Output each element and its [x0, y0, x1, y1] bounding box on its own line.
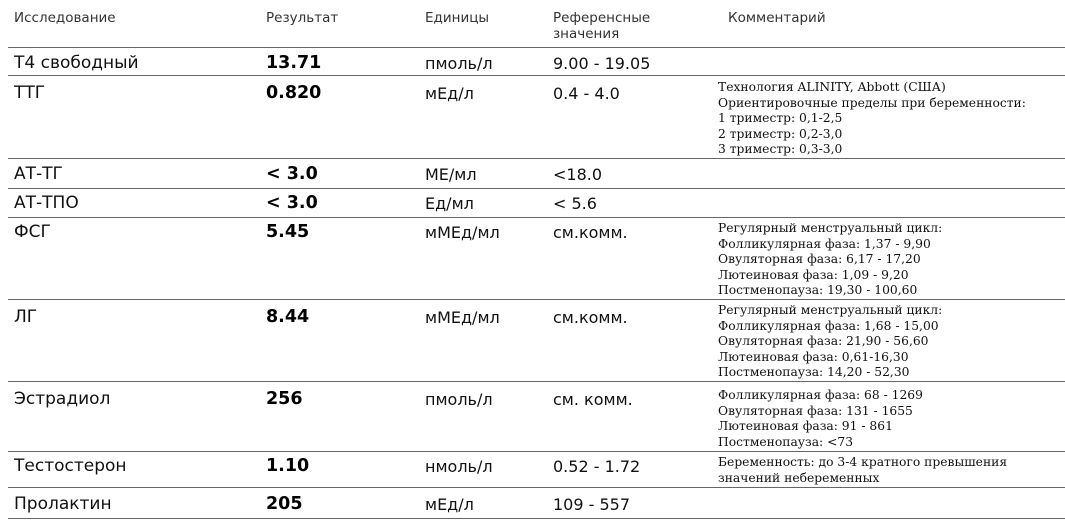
comment-line: Овуляторная фаза: 6,17 - 17,20 [718, 252, 921, 266]
test-unit: мЕд/л [425, 84, 474, 103]
test-result: 8.44 [266, 307, 310, 327]
test-unit: мМЕд/мл [425, 223, 500, 242]
row-divider [8, 299, 1065, 300]
comment-line: значений небеременных [718, 470, 880, 485]
test-unit: пмоль/л [425, 390, 493, 409]
test-reference: 0.52 - 1.72 [553, 457, 641, 476]
comment-line: Регулярный менструальный цикл: [718, 221, 943, 235]
test-comment [718, 455, 1058, 486]
test-result: 256 [266, 389, 303, 409]
header-result: Результат [266, 10, 339, 26]
comment-line: Лютеиновая фаза: 91 - 861 [718, 419, 893, 433]
row-divider [8, 451, 1065, 452]
test-reference: 109 - 557 [553, 495, 631, 514]
test-reference: 9.00 - 19.05 [553, 54, 651, 73]
test-reference: см.комм. [553, 223, 628, 242]
test-result: 5.45 [266, 222, 310, 242]
comment-line: Постменопауза: 19,30 - 100,60 [718, 283, 918, 297]
test-comment [718, 303, 1058, 381]
comment-line: 2 триместр: 0,2-3,0 [718, 126, 843, 141]
test-name: ФСГ [14, 222, 51, 242]
test-comment [718, 221, 1058, 299]
test-unit: нмоль/л [425, 457, 493, 476]
test-result: 13.71 [266, 53, 322, 73]
test-result: < 3.0 [266, 193, 318, 213]
test-name: ТТГ [14, 83, 46, 103]
comment-line: Овуляторная фаза: 21,90 - 56,60 [718, 334, 929, 348]
comment-line: Фолликулярная фаза: 1,68 - 15,00 [718, 318, 939, 333]
row-divider [8, 518, 1065, 519]
row-divider [8, 188, 1065, 189]
test-unit: Ед/мл [425, 194, 474, 213]
row-divider [8, 75, 1065, 76]
test-name: Тестостерон [14, 456, 127, 476]
test-name: Пролактин [14, 494, 112, 514]
header-units: Единицы [425, 10, 490, 26]
test-name: АТ-ТГ [14, 164, 63, 184]
comment-line: Технология ALINITY, Abbott (США) [718, 80, 946, 94]
test-result: 0.820 [266, 83, 322, 103]
test-name: АТ-ТПО [14, 193, 79, 213]
row-divider [8, 158, 1065, 159]
comment-line: Овуляторная фаза: 131 - 1655 [718, 403, 913, 418]
test-result: 1.10 [266, 456, 310, 476]
test-unit: пмоль/л [425, 54, 493, 73]
test-result: 205 [266, 494, 303, 514]
comment-line: Беременность: до 3-4 кратного превышения [718, 455, 1008, 469]
test-reference: 0.4 - 4.0 [553, 84, 620, 103]
header-reference-line1: Референсные [553, 10, 651, 26]
test-reference: см.комм. [553, 308, 628, 327]
comment-line: 1 триместр: 0,1-2,5 [718, 111, 843, 125]
test-reference: < 5.6 [553, 194, 597, 213]
header-reference [553, 10, 650, 42]
comment-line: Фолликулярная фаза: 1,37 - 9,90 [718, 236, 931, 251]
row-divider [8, 487, 1065, 488]
comment-line: Ориентировочные пределы при беременности: [718, 95, 1026, 110]
header-test: Исследование [14, 10, 116, 26]
comment-line: Лютеиновая фаза: 1,09 - 9,20 [718, 267, 909, 282]
comment-line: Постменопауза: <73 [718, 434, 854, 449]
row-divider [8, 47, 1065, 48]
comment-line: Регулярный менструальный цикл: [718, 303, 943, 317]
test-reference: <18.0 [553, 165, 603, 184]
row-divider [8, 217, 1065, 218]
test-result: < 3.0 [266, 164, 318, 184]
test-comment [718, 388, 1058, 450]
comment-line: Постменопауза: 14,20 - 52,30 [718, 365, 910, 379]
test-comment [718, 80, 1058, 158]
header-comment: Комментарий [728, 10, 826, 26]
test-unit: мМЕд/мл [425, 308, 500, 327]
header-reference-line2: значения [553, 26, 620, 42]
test-name: Т4 свободный [14, 53, 139, 73]
comment-line: Лютеиновая фаза: 0,61-16,30 [718, 349, 909, 364]
test-name: ЛГ [14, 307, 38, 327]
comment-line: Фолликулярная фаза: 68 - 1269 [718, 388, 923, 402]
comment-line: 3 триместр: 0,3-3,0 [718, 142, 843, 156]
test-unit: МЕ/мл [425, 165, 477, 184]
test-reference: см. комм. [553, 390, 633, 409]
test-unit: мЕд/л [425, 495, 474, 514]
row-divider [8, 381, 1065, 382]
test-name: Эстрадиол [14, 389, 111, 409]
